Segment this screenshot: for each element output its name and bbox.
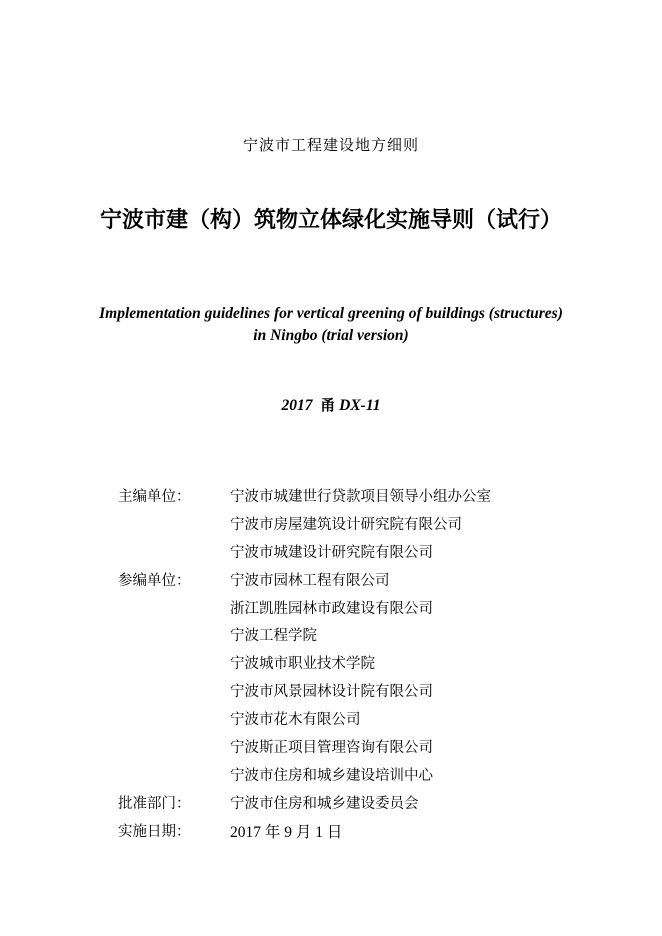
publication-info: [118, 484, 588, 847]
participant-unit-row: [118, 679, 588, 707]
participant-unit: 宁波城市职业技术学院: [230, 656, 375, 673]
effective-date-row: [118, 819, 588, 847]
english-title-line-1: Implementation guidelines for vertical greening of buildings (structures): [99, 305, 563, 322]
document-title-chinese: 宁波市建（构）筑物立体绿化实施导则（试行）: [99, 208, 562, 233]
chief-unit-row: [118, 484, 588, 512]
participant-unit-row: [118, 763, 588, 791]
participant-unit: 宁波工程学院: [230, 628, 317, 645]
chief-unit: 宁波市城建世行贷款项目领导小组办公室: [230, 489, 491, 505]
effective-date-label: 实施日期：: [118, 823, 191, 840]
participant-unit-row: [118, 568, 588, 596]
code-region: 甬: [320, 396, 336, 414]
document-title-english: [0, 303, 662, 347]
participant-unit: 宁波市花木有限公司: [230, 712, 361, 729]
chief-unit: 宁波市城建设计研究院有限公司: [230, 544, 433, 561]
approval-row: [118, 791, 588, 819]
effective-date: 2017 年 9 月 1 日: [230, 823, 343, 841]
participant-units-label: 参编单位：: [118, 572, 191, 589]
participant-unit: 宁波市住房和城乡建设培训中心: [230, 767, 433, 784]
participant-unit: 宁波市风景园林设计院有限公司: [230, 684, 433, 701]
chief-units-label: 主编单位：: [118, 489, 191, 505]
approval-label: 批准部门：: [118, 795, 191, 812]
participant-unit: 浙江凯胜园林市政建设有限公司: [230, 600, 433, 617]
chief-unit-row: [118, 540, 588, 568]
participant-unit-row: [118, 735, 588, 763]
participant-unit: 宁波市园林工程有限公司: [230, 572, 390, 589]
participant-unit-row: [118, 651, 588, 679]
code-year: 2017: [281, 397, 313, 414]
document-code: [0, 394, 662, 417]
participant-unit: 宁波斯正项目管理咨询有限公司: [230, 740, 433, 757]
series-title: 宁波市工程建设地方细则: [242, 136, 419, 154]
participant-unit-row: [118, 707, 588, 735]
chief-unit-row: [118, 512, 588, 540]
participant-unit-row: [118, 623, 588, 651]
chief-unit: 宁波市房屋建筑设计研究院有限公司: [230, 516, 462, 533]
code-number: DX-11: [339, 397, 381, 414]
participant-unit-row: [118, 596, 588, 624]
english-title-line-2: in Ningbo (trial version): [253, 327, 409, 344]
approval-department: 宁波市住房和城乡建设委员会: [230, 795, 419, 812]
